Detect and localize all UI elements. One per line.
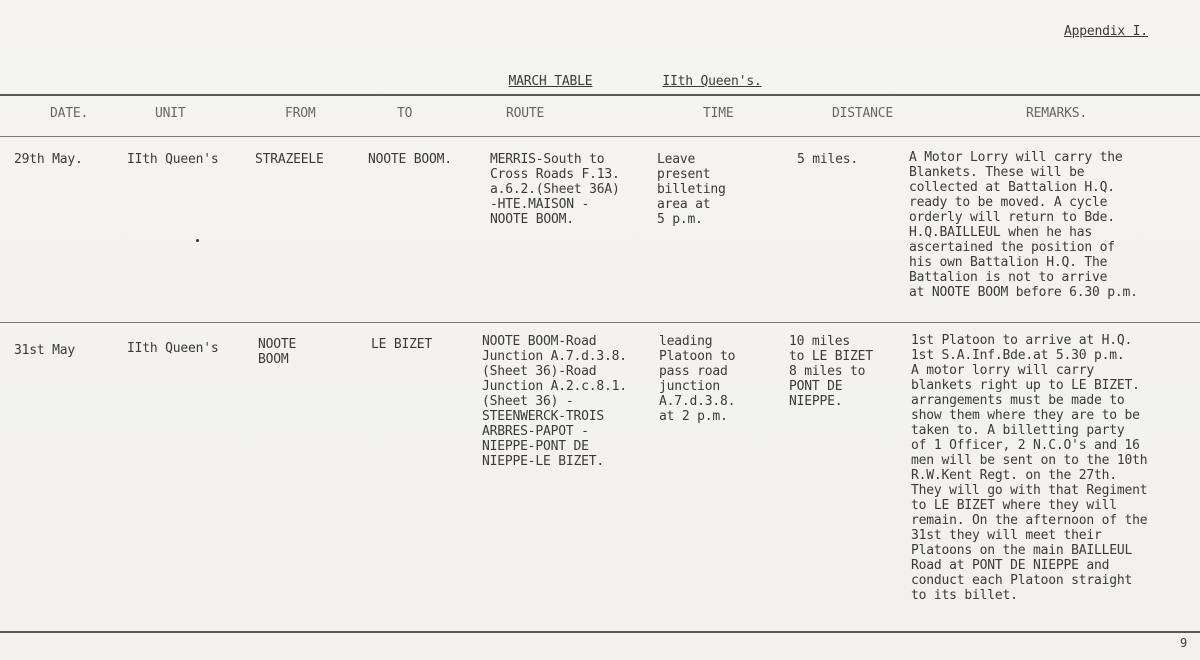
page-title [478, 59, 762, 104]
table-bottom-rule [0, 631, 1200, 633]
row1-from: STRAZEELE [255, 152, 324, 167]
stray-ink-dot [196, 239, 199, 242]
col-header-unit: UNIT [155, 106, 186, 121]
row2-from: NOOTE BOOM [258, 337, 297, 367]
row2-date: 31st May [14, 343, 76, 358]
row2-route: NOOTE BOOM-Road Junction A.7.d.3.8. (Sheet 36)-Road Junction A.2.c.8.1. (Sheet 36) - STEENWERCK-TROIS ARBRES-PAPOT - NIEPPE-PONT DE NIEPPE-LE BIZET. [482, 334, 627, 469]
row2-time: leading Platoon to pass road junction A.7.d.3.8. at 2 p.m. [659, 334, 736, 424]
row2-to: LE BIZET [371, 337, 433, 352]
row-separator-rule [0, 322, 1200, 323]
row1-route: MERRIS-South to Cross Roads F.13. a.6.2.(Sheet 36A) -HTE.MAISON - NOOTE BOOM. [490, 152, 620, 227]
row1-time: Leave present billeting area at 5 p.m. [657, 152, 726, 227]
col-header-to: TO [397, 106, 413, 121]
row1-date: 29th May. [14, 152, 83, 167]
appendix-label: Appendix I. [1064, 24, 1148, 39]
header-top-rule [0, 94, 1200, 96]
row2-distance: 10 miles to LE BIZET 8 miles to PONT DE NIEPPE. [789, 334, 873, 409]
title-march-table: MARCH TABLE [508, 74, 593, 89]
row2-unit: IIth Queen's [127, 341, 219, 356]
title-unit: IIth Queen's. [662, 74, 762, 89]
col-header-date: DATE. [50, 106, 89, 121]
col-header-route: ROUTE [506, 106, 545, 121]
header-bottom-rule [0, 136, 1200, 137]
row1-unit: IIth Queen's [127, 152, 219, 167]
row1-to: NOOTE BOOM. [368, 152, 452, 167]
row1-remarks: A Motor Lorry will carry the Blankets. These will be collected at Battalion H.Q. ready to be moved. A cycle orderly will return to Bde. H.Q.BAILLEUL when he has ascertained the position of his own Battalion H.Q. The Battalion is not to arrive at NOOTE BOOM before 6.30 p.m. [909, 150, 1138, 300]
row2-remarks: 1st Platoon to arrive at H.Q. 1st S.A.Inf.Bde.at 5.30 p.m. A motor lorry will carry blankets right up to LE BIZET. arrangements must be made to show them where they are to be taken to. A billetting party of 1 Officer, 2 N.C.O's and 16 men will be sent on to the 10th R.W.Kent Regt. on the 27th. They will go with that Regiment to LE BIZET where they will remain. On the afternoon of the 31st they will meet their Platoons on the main BAILLEUL Road at PONT DE NIEPPE and conduct each Platoon straight to its billet. [911, 333, 1148, 603]
col-header-remarks: REMARKS. [1026, 106, 1088, 121]
row1-distance: 5 miles. [797, 152, 859, 167]
col-header-time: TIME [703, 106, 734, 121]
page-number: 9 [1180, 636, 1188, 650]
col-header-from: FROM [285, 106, 316, 121]
col-header-distance: DISTANCE [832, 106, 894, 121]
